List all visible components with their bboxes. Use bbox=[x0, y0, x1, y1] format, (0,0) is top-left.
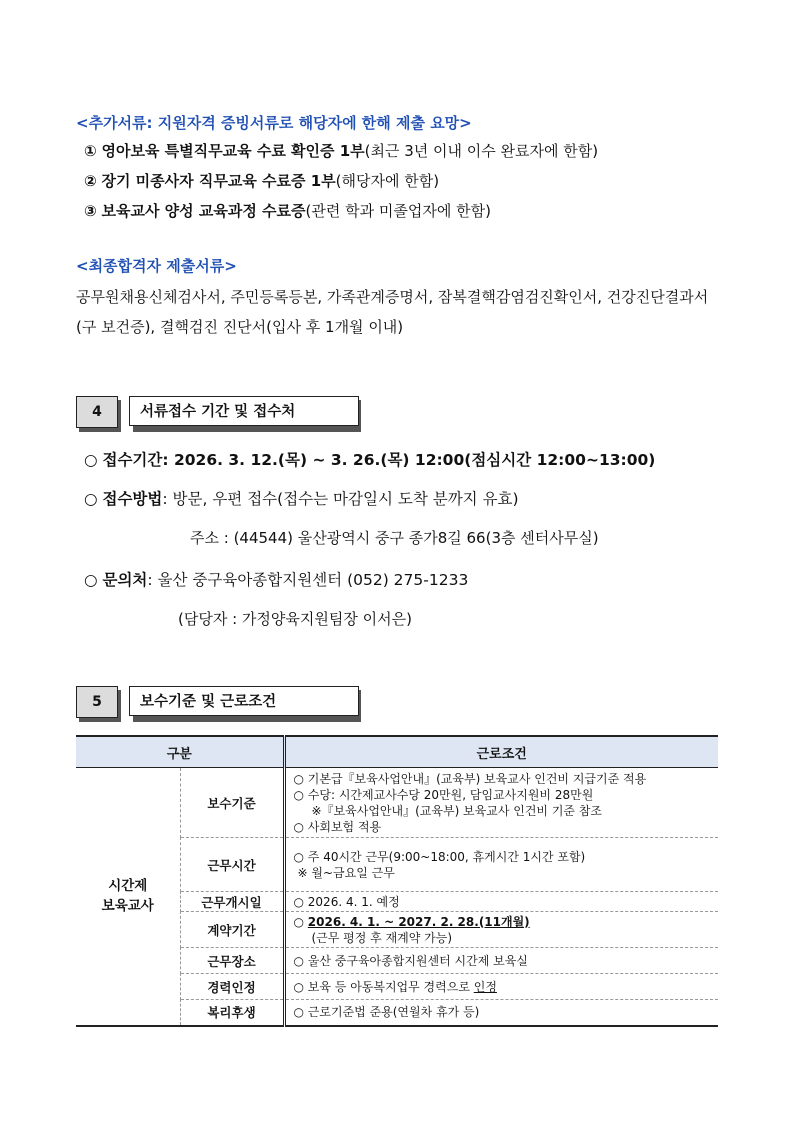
row-category: 보수기준 bbox=[180, 768, 284, 838]
table-header-row bbox=[76, 736, 718, 768]
section-number: 5 bbox=[76, 686, 118, 718]
row-category: 복리후생 bbox=[180, 1000, 284, 1026]
additional-doc-item bbox=[84, 140, 598, 161]
header-conditions: 근로조건 bbox=[284, 736, 718, 768]
contact bbox=[84, 568, 468, 590]
section-title: 보수기준 및 근로조건 bbox=[129, 686, 359, 716]
reception-period bbox=[84, 448, 655, 470]
item-number: ① bbox=[84, 142, 97, 160]
row-detail: ○ 울산 중구육아종합지원센터 시간제 보육실 bbox=[284, 948, 718, 974]
method-label: 접수방법 bbox=[102, 490, 163, 508]
item-title: 영아보육 특별직무교육 수료 확인증 1부 bbox=[101, 142, 365, 160]
row-category: 근무장소 bbox=[180, 948, 284, 974]
row-category: 근무시간 bbox=[180, 838, 284, 892]
section-title: 서류접수 기간 및 접수처 bbox=[129, 396, 359, 426]
contact-label: 문의처 bbox=[102, 571, 148, 589]
contact-value: : 울산 중구육아종합지원센터 (052) 275-1233 bbox=[147, 571, 469, 589]
final-docs-text: 공무원채용신체검사서, 주민등록등본, 가족관계증명서, 잠복결핵감염검진확인서, 건강진단결과서(구 보건증), 결핵검진 진단서(입사 후 1개월 이내) bbox=[76, 288, 709, 336]
item-title: 보육교사 양성 교육과정 수료증 bbox=[101, 202, 306, 220]
row-detail: ○ 2026. 4. 1. ~ 2027. 2. 28.(11개월) (근무 평정 후 재계약 가능) bbox=[284, 912, 718, 948]
period-label: 접수기간 bbox=[102, 451, 163, 469]
group-cell: 시간제 보육교사 bbox=[76, 768, 180, 1026]
bullet-icon: ○ bbox=[84, 451, 98, 469]
row-detail: ○ 2026. 4. 1. 예정 bbox=[284, 892, 718, 912]
additional-docs-heading: <추가서류: 지원자격 증빙서류로 해당자에 한해 제출 요망> bbox=[76, 114, 472, 132]
method-value: : 방문, 우편 접수(접수는 마감일시 도착 분까지 유효) bbox=[162, 490, 519, 508]
item-number: ② bbox=[84, 172, 97, 190]
row-detail: ○ 보육 등 아동복지업무 경력으로 인정 bbox=[284, 974, 718, 1000]
manager: (담당자 : 가정양육지원팀장 이서은) bbox=[178, 610, 412, 628]
reception-method bbox=[84, 487, 519, 509]
header-category: 구분 bbox=[76, 736, 284, 768]
item-title: 장기 미종사자 직무교육 수료증 1부 bbox=[101, 172, 336, 190]
bullet-icon: ○ bbox=[84, 571, 98, 589]
item-note: (최근 3년 이내 이수 완료자에 한함) bbox=[364, 142, 599, 160]
table-row bbox=[76, 768, 718, 838]
period-value: : 2026. 3. 12.(목) ~ 3. 26.(목) 12:00(점심시간 12:00~13:00) bbox=[162, 451, 656, 469]
additional-doc-item bbox=[84, 170, 439, 191]
row-detail: ○ 주 40시간 근무(9:00~18:00, 휴게시간 1시간 포함) ※ 월~금요일 근무 bbox=[284, 838, 718, 892]
bullet-icon: ○ bbox=[84, 490, 98, 508]
row-category: 경력인정 bbox=[180, 974, 284, 1000]
row-category: 계약기간 bbox=[180, 912, 284, 948]
address: 주소 : (44544) 울산광역시 중구 종가8길 66(3층 센터사무실) bbox=[190, 529, 599, 547]
row-detail: ○ 근로기준법 준용(연월차 휴가 등) bbox=[284, 1000, 718, 1026]
item-note: (해당자에 한함) bbox=[335, 172, 440, 190]
item-number: ③ bbox=[84, 202, 97, 220]
row-detail: ○ 기본급『보육사업안내』(교육부) 보육교사 인건비 지급기준 적용 ○ 수당: 시간제교사수당 20만원, 담임교사지원비 28만원 ※『보육사업안내』(교육부) 보육교사 인건비 기준 참조 ○ 사회보험 적용 bbox=[284, 768, 718, 838]
section-number: 4 bbox=[76, 396, 118, 428]
additional-doc-item bbox=[84, 200, 491, 221]
conditions-table bbox=[76, 735, 718, 1027]
row-category: 근무개시일 bbox=[180, 892, 284, 912]
final-docs-heading: <최종합격자 제출서류> bbox=[76, 257, 237, 275]
item-note: (관련 학과 미졸업자에 한함) bbox=[305, 202, 491, 220]
